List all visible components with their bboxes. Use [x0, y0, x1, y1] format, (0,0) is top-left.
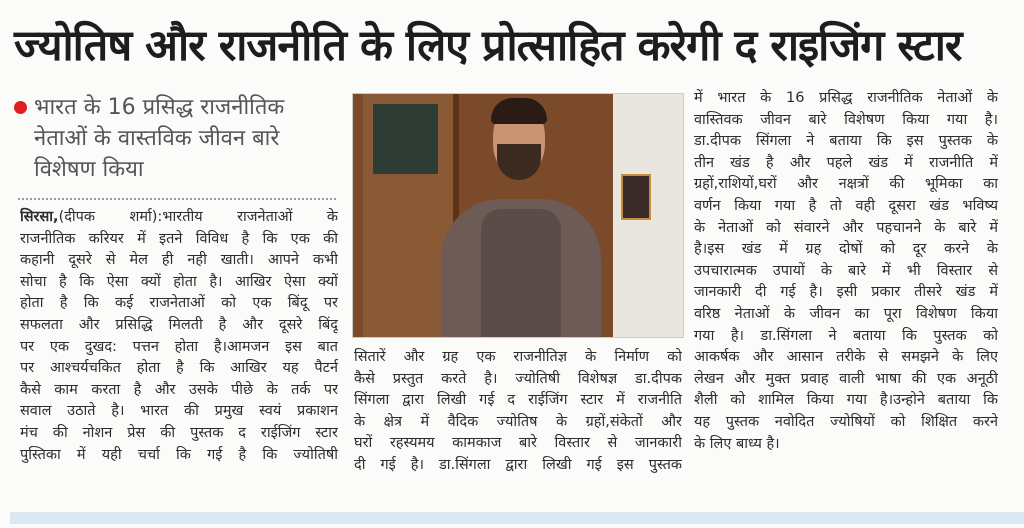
photo-person-hair [491, 98, 547, 124]
text-line: के लिए बाध्य है। [694, 435, 780, 452]
text-line: आकर्षक और आसान तरीके से समझने के लिए [694, 349, 998, 366]
text-line: में भारत के 16 प्रसिद्ध राजनीतिक नेताओं के [694, 90, 998, 106]
text-line: पुस्तिका में यही चर्चा कि गई है कि ज्योतिषी [20, 446, 338, 463]
headline: ज्योतिष और राजनीति के लिए प्रोत्साहित करेगी द राइजिंग स्टार [14, 21, 962, 71]
text-line: सितारें और ग्रह एक राजनीतिज्ञ के निर्माण को [354, 349, 682, 365]
bottom-strip [10, 512, 1024, 524]
text-line: वास्तिवक जीवन बारे विशेषण किया गया है। [694, 111, 998, 128]
photo-person-beard [497, 144, 541, 180]
text-line: शैली को शामिल किया गया है।उन्होने बताया कि [694, 392, 998, 409]
red-bullet-icon [14, 101, 27, 114]
text-line: के नेताओं को संवारने और पहचानने के बारे में [694, 219, 998, 236]
text-line: राजनीतिक करियर में इतने विविध है कि एक की [20, 230, 338, 247]
text-line: उपचारात्मक उपायों के बारे में भी विस्तार से [694, 262, 998, 279]
text-line: वर्णन किया गया है तो वही दूसरा खंड भविष्य [694, 197, 998, 214]
text-line: सिंगला द्वारा लिखी गई द राईजिंग स्टार में राजनीति [354, 392, 682, 409]
article-column-1 [20, 207, 338, 466]
photo-person-vest [481, 209, 561, 338]
dateline: सिरसा, [20, 209, 59, 225]
text-line: यह पुस्तक नवोदित ज्योषियों को शिक्षित करने [694, 413, 998, 430]
divider [18, 198, 336, 200]
subheadline: भारत के 16 प्रसिद्ध राजनीतिक नेताओं के वास्तविक जीवन बारे विशेषण किया [34, 95, 285, 182]
text-line: है।इस खंड में ग्रह दोषों को दूर करने के [694, 241, 998, 258]
text-line: लेखन और मुक्त प्रवाह वाली भाषा की एक अनूठी [694, 370, 998, 387]
text-line: तीन खंड है और पहले खंड में राजनीति में [694, 154, 998, 171]
text-line: सोचा है कि ऐसा क्यों होता है। आखिर ऐसा क्यों [20, 273, 338, 290]
text-line [20, 207, 338, 229]
text-line: घरों रहस्यमय कामकाज बारे विस्तार से जानकारी [354, 435, 682, 452]
text-line: कहानी दूसरे से मेल ही नही खाती। आपने कभी [20, 252, 338, 269]
text-line: गया है। डा.सिंगला ने बताया कि पुस्तक को [694, 327, 998, 344]
text-line: होता है कि कई राजनेताओं को एक बिंदू पर [20, 295, 338, 312]
text-line: कैसे काम करता है और उसके पीछे के तर्क पर [20, 381, 338, 398]
text-line-content: (दीपक शर्मा):भारतीय राजनेताओं के [58, 209, 338, 225]
photo-panel [373, 104, 438, 174]
text-line: दी गई है। डा.सिंगला द्वारा लिखी गई इस पुस्तक [354, 456, 682, 473]
text-line: ग्रहों,राशियों,घरों और नक्षत्रों की भूमिका का [694, 176, 998, 193]
article-column-2 [354, 347, 682, 477]
photo-book [621, 174, 651, 220]
text-line: जानकारी दी गई है। इसी प्रकार तीसरे खंड में [694, 284, 998, 301]
text-line: सवाल उठाते है। भारत की प्रमुख स्वयं प्रकाशन [20, 403, 338, 420]
text-line: कैसे प्रस्तुत करते है। ज्योतिषी विशेषज्ञ डा.दीपक [354, 370, 682, 387]
text-line: पर आश्चर्यचकित होता है कि आखिर यह पैटर्न [20, 360, 338, 377]
author-photo [352, 93, 684, 338]
text-line: के क्षेत्र में वैदिक ज्योतिष के ग्रहों,संकेतों और [354, 413, 682, 430]
text-line: पर एक दुखद: पत्तन होता है।आमजन इस बात [20, 338, 338, 355]
text-line: मंच की नोशन प्रेस की पुस्तक द राईजिंग स्टार [20, 424, 338, 441]
text-line: डा.दीपक सिंगला ने बताया कि इस पुस्तक के [694, 133, 998, 150]
text-line: वरिष्ठ नेताओं के जीवन का पूरा विशेषण किया [694, 305, 998, 322]
text-line: सफलता और प्रसिद्धि मिलती है और दूसरे बिंदू [20, 316, 338, 333]
article-column-3 [694, 88, 998, 455]
